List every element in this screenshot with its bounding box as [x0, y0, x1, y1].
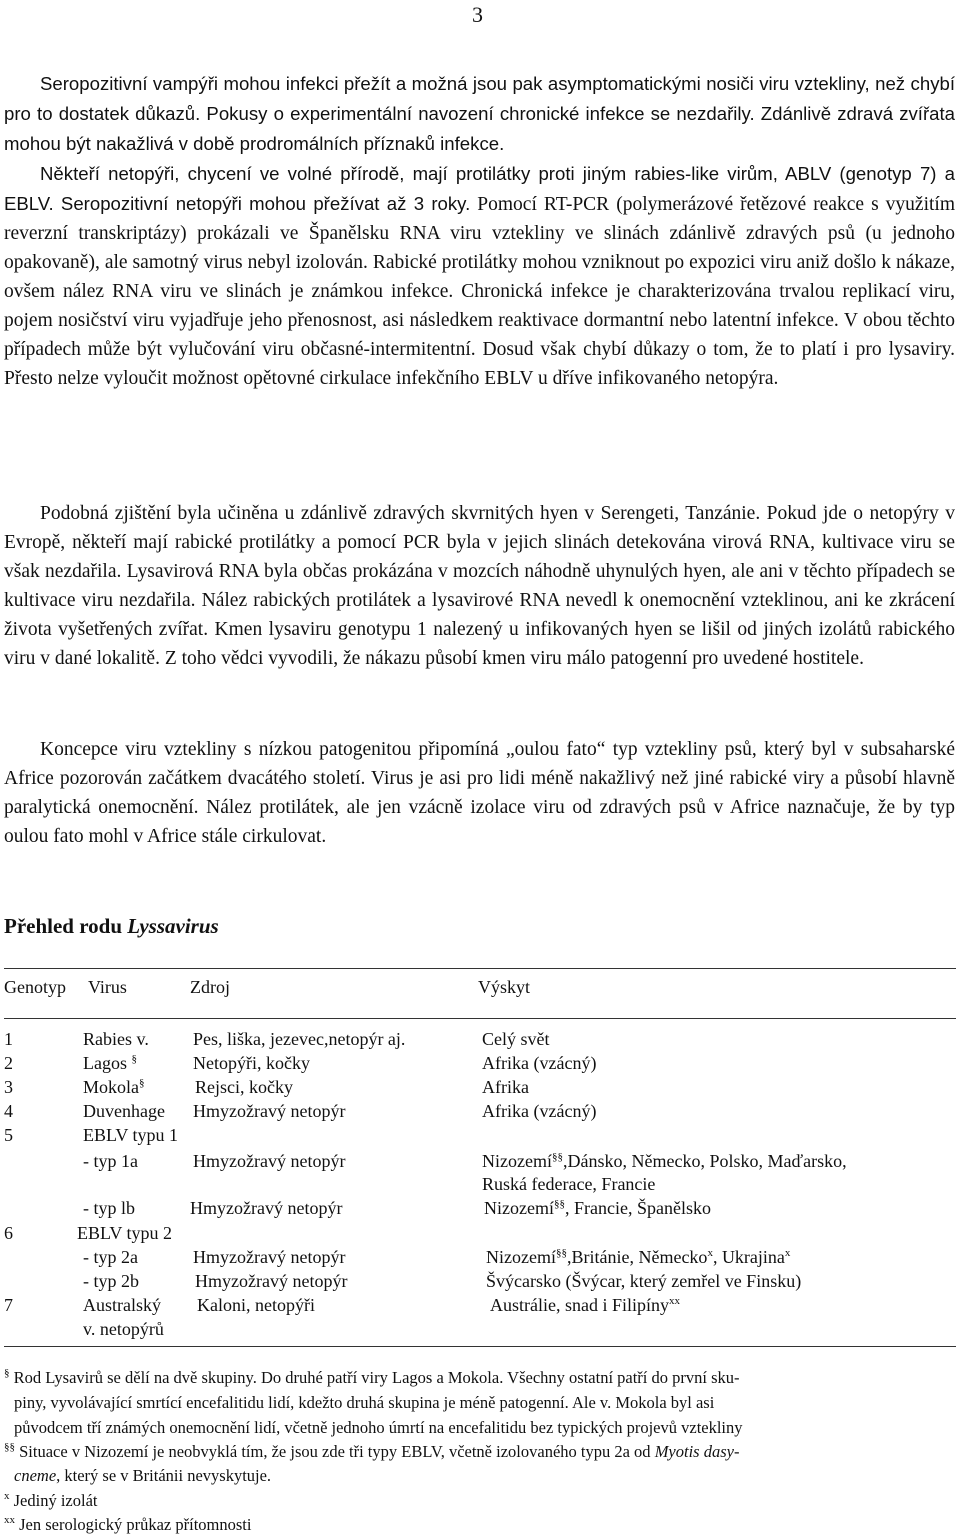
row-6a-mark2: x — [707, 1247, 713, 1259]
header-occurrence: Výskyt — [478, 977, 531, 997]
row-3-virus — [83, 1076, 145, 1098]
row-4-virus: Duvenhage — [83, 1101, 165, 1121]
row-1-virus: Rabies v. — [83, 1029, 149, 1049]
row-6-genotype: 6 — [4, 1223, 13, 1243]
row-7-occurrence — [490, 1294, 680, 1316]
row-7-virus: Australský — [83, 1295, 161, 1315]
row-7-mark: xx — [669, 1295, 680, 1307]
footnote-4-mark: xx — [4, 1514, 15, 1526]
table-bottom-rule — [4, 1346, 956, 1347]
header-genotype: Genotyp — [4, 977, 66, 997]
row-5a-occurrence — [482, 1150, 847, 1172]
row-1-occurrence: Celý svět — [482, 1029, 550, 1049]
row-5b-virus: - typ lb — [83, 1198, 135, 1218]
row-5b-occurrence — [484, 1197, 711, 1219]
paragraph-1-serif: Pomocí RT-PCR (polymerázové řetězové reakce s využitím reverzní transkriptázy) prokázali ve Španělsku RNA viru vztekliny ve slinách zdánlivě zdravých psů (u jednoho opakovaně), ale samotný virus nebyl izolován. Rabické protilátky mohou vzniknout po expozici viru aniž došlo k nákaze, ovšem nález RNA viru ve slinách je známkou infekce. Chronická infekce je charakterizována trvalou replikací viru, pojem nosičství viru vyjadřuje jeho přenosnost, asi následkem reaktivace dormantní nebo latentní infekce. V obou těchto případech může být vylučování viru občasné-intermitentní. Dosud však chybí důkazy o tom, že to platí i pro lysaviry. Přesto nelze vyloučit možnost opětovné cirkulace infekčního EBLV u dříve infikovaného netopýra. — [4, 194, 955, 389]
row-6a-occurrence — [486, 1246, 790, 1268]
row-3-virus-name: Mokola — [83, 1077, 139, 1097]
row-2-source: Netopýři, kočky — [193, 1053, 310, 1073]
paragraph-3-text: Koncepce viru vztekliny s nízkou patogenitou připomíná „oulou fato“ typ vztekliny psů, který byl v subsaharské Africe pozorován začátkem dvacátého století. Virus je asi pro lidi méně nakažlivý než jiné rabické viry a působí hlavně paralytická onemocnění. Nález protilátek, ale jen vzácně izolace viru od zdravých psů v Africe naznačuje, že by typ oulou fato mohl v Africe stále cirkulovat. — [4, 739, 955, 847]
footnote-2-mark: §§ — [4, 1441, 15, 1453]
row-1-source: Pes, liška, jezevec,netopýr aj. — [193, 1029, 406, 1049]
footnote-1-line-2 — [4, 1392, 714, 1414]
row-7-country: Austrálie, snad i Filipíny — [490, 1295, 669, 1315]
paragraph-2 — [4, 499, 955, 673]
row-5a-mark: §§ — [551, 1151, 563, 1163]
row-5-virus: EBLV typu 1 — [83, 1125, 179, 1145]
header-virus: Virus — [88, 977, 127, 997]
footnote-2-line-2 — [4, 1465, 271, 1487]
row-6a-country: Nizozemí — [486, 1247, 556, 1267]
row-7-source: Kaloni, netopýři — [197, 1295, 315, 1315]
footnote-3-mark: x — [4, 1490, 10, 1502]
row-3-mark: § — [139, 1077, 145, 1089]
row-2-virus — [83, 1052, 137, 1074]
row-5a-countries: ,Dánsko, Německo, Polsko, Maďarsko, — [562, 1151, 847, 1171]
row-6a-countries: ,Británie, Německo — [566, 1247, 708, 1267]
row-5a-country: Nizozemí — [482, 1151, 552, 1171]
row-1-genotype: 1 — [4, 1029, 13, 1049]
paragraph-2-text: Podobná zjištění byla učiněna u zdánlivě zdravých skvrnitých hyen v Serengeti, Tanzánie. Pokud jde o netopýry v Evropě, někteří mají rabické protilátky a pomocí PCR byla v jejich slinách detekována virová RNA, kultivace viru se však nezdařila. Lysavirová RNA byla občas prokázána v mozcích náhodně uhynulých hyen, ale ani v těchto případech se kultivace viru nezdařila. Nález rabických protilátek a lysavirové RNA nevedl k onemocnění vzteklinou, ani ke zkrácení života vyšetřených zvířat. Kmen lysaviru genotypu 1 nalezený u infikovaných hyen se lišil od jiných izolátů rabického viru v dané lokalitě. Z toho vědci vyvodili, že nákazu působí kmen viru málo patogenní pro uvedené hostitele. — [4, 503, 955, 669]
footnote-2-text-1: Situace v Nizozemí je neobvyklá tím, že jsou zde tři typy EBLV, včetně izolovaného typu 2a od — [19, 1442, 655, 1461]
footnote-2-species-1: Myotis dasy- — [654, 1442, 740, 1461]
footnote-2-line-1 — [4, 1441, 739, 1463]
row-6-virus: EBLV typu 2 — [77, 1223, 173, 1243]
footnote-3 — [4, 1490, 97, 1512]
footnote-4-text: Jen serologický průkaz přítomnosti — [19, 1515, 252, 1534]
row-7-genotype: 7 — [4, 1295, 13, 1315]
paragraph-1-sans-a: Seropozitivní vampýři mohou infekci přežít a možná jsou pak asymptomatickými nosiči viru vztekliny, než chybí pro to dostatek důkazů. Pokusy o experimentální navození chronické infekce se nezdařily. Zdánlivě zdravá zvířata mohou být nakažlivá v době prodromálních příznaků infekce. — [4, 73, 955, 154]
footnote-1-text-2: piny, vyvolávající smrtící encefalitidu lidí, kdežto druhá skupina je méně patogenní. Ale v. Mokola byl asi — [14, 1393, 715, 1412]
section-heading — [4, 914, 219, 939]
row-4-source: Hmyzožravý netopýr — [193, 1101, 346, 1121]
row-6a-mark3: x — [784, 1247, 791, 1259]
row-6b-source: Hmyzožravý netopýr — [195, 1271, 348, 1291]
row-3-genotype: 3 — [4, 1077, 13, 1097]
footnote-1-line-3 — [4, 1417, 743, 1439]
row-4-genotype: 4 — [4, 1101, 13, 1121]
footnote-1-text-1: Rod Lysavirů se dělí na dvě skupiny. Do druhé patří viry Lagos a Mokola. Všechny ostatní patří do první sku- — [13, 1368, 740, 1387]
row-6a-mark: §§ — [555, 1247, 567, 1259]
row-2-virus-name: Lagos — [83, 1053, 127, 1073]
heading-prefix: Přehled rodu — [4, 914, 128, 938]
row-6b-occurrence: Švýcarsko (Švýcar, který zemřel ve Finsku) — [486, 1271, 802, 1291]
row-3-occurrence: Afrika — [482, 1077, 529, 1097]
row-5a-occurrence-line2: Ruská federace, Francie — [482, 1174, 656, 1194]
row-5a-virus: - typ 1a — [83, 1151, 138, 1171]
row-5b-mark: §§ — [553, 1198, 565, 1210]
footnote-3-text: Jediný izolát — [13, 1491, 98, 1510]
row-4-occurrence: Afrika (vzácný) — [482, 1101, 597, 1121]
row-2-genotype: 2 — [4, 1053, 13, 1073]
row-6a-countries2: , Ukrajina — [712, 1247, 785, 1267]
footnote-1-mark: § — [4, 1367, 10, 1379]
row-5b-countries: , Francie, Španělsko — [564, 1198, 711, 1218]
row-5b-source: Hmyzožravý netopýr — [190, 1198, 343, 1218]
row-5a-source: Hmyzožravý netopýr — [193, 1151, 346, 1171]
footnote-2-species-2: cneme — [14, 1466, 57, 1485]
row-5b-country: Nizozemí — [484, 1198, 554, 1218]
row-6a-virus: - typ 2a — [83, 1247, 138, 1267]
footnote-4 — [4, 1514, 251, 1536]
paragraph-1 — [4, 69, 955, 393]
footnote-2-text-2: , který se v Británii nevyskytuje. — [56, 1466, 272, 1485]
row-2-mark: § — [131, 1053, 137, 1065]
page-number: 3 — [472, 2, 483, 27]
heading-genus: Lyssavirus — [127, 914, 219, 938]
row-6b-virus: - typ 2b — [83, 1271, 139, 1291]
table-top-rule — [4, 968, 956, 969]
footnote-1-text-3: původcem tří známých onemocnění lidí, včetně jednoho úmrtí na encefalitidu bez typických projevů vztekliny — [14, 1418, 743, 1437]
row-3-source: Rejsci, kočky — [195, 1077, 293, 1097]
row-6a-source: Hmyzožravý netopýr — [193, 1247, 346, 1267]
paragraph-3 — [4, 735, 955, 851]
header-source: Zdroj — [190, 977, 230, 997]
row-5-genotype: 5 — [4, 1125, 13, 1145]
paragraph-1-sans-b: Někteří netopýři, chycení ve volné přírodě, mají protilátky proti jiným rabies-like virům, ABLV (genotyp 7) a EBLV. Seropozitivní netopýři mohou přežívat až 3 roky. — [4, 163, 955, 214]
row-2-occurrence: Afrika (vzácný) — [482, 1053, 597, 1073]
row-7-virus-line2: v. netopýrů — [83, 1319, 164, 1339]
footnote-1-line-1 — [4, 1367, 740, 1389]
table-header-rule — [4, 1018, 956, 1019]
